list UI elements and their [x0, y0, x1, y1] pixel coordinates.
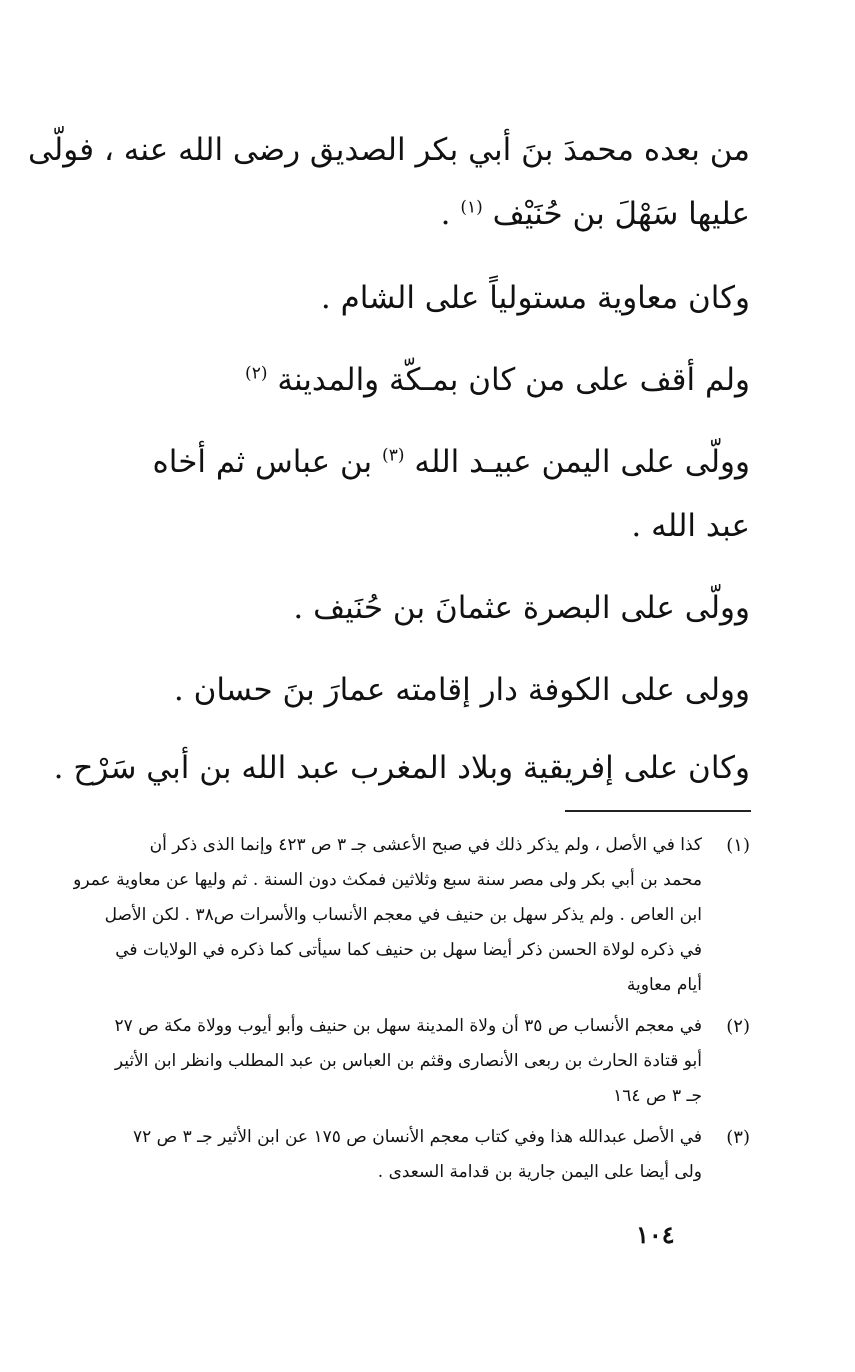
footnote-line: في ذكره لولاة الحسن ذكر أيضا سهل بن حنيف كما سيأتى كما ذكره في الولايات في [115, 940, 702, 960]
paragraph-2 [85, 266, 750, 330]
paragraph-5-line: وولّى على البصرة عثمانَ بن حُنَيف . [293, 590, 750, 626]
footnotes [73, 828, 750, 1196]
footnote-line: محمد بن أبي بكر ولى مصر سنة سبع وثلاثين فمكث دون السنة . ثم وليها عن معاوية عمرو [73, 870, 702, 890]
footnote-line: أيام معاوية [626, 975, 702, 995]
paragraph-6-line: وولى على الكوفة دار إقامته عمارَ بنَ حسان . [173, 672, 750, 708]
footnote-ref-2: (٢) [245, 363, 268, 384]
paragraph-1-line-2-text: عليها سَهْلَ بن حُنَيْف [492, 196, 750, 232]
paragraph-7-line: وكان على إفريقية وبلاد المغرب عبد الله بن أبي سَرْح . [53, 750, 750, 786]
footnote-ref-1: (١) [460, 197, 483, 218]
paragraph-4-text-b: بن عباس ثم أخاه [152, 444, 373, 480]
footnote-ref-3: (٣) [382, 445, 405, 466]
paragraph-4-text-a: وولّى على اليمن عبيـد الله [414, 444, 750, 480]
footnote-line: كذا في الأصل ، ولم يذكر ذلك في صبح الأعشى جـ ٣ ص ٤٢٣ وإنما الذى ذكر أن [149, 835, 702, 855]
footnote-line: في الأصل عبدالله هذا وفي كتاب معجم الأنسان ص ١٧٥ عن ابن الأثير جـ ٣ ص ٧٢ [133, 1127, 702, 1147]
paragraph-3-line [85, 348, 750, 412]
footnote-3 [85, 1120, 750, 1190]
paragraph-1 [27, 118, 750, 246]
paragraph-5 [85, 576, 750, 640]
footnote-body [85, 1120, 702, 1190]
paragraph-1-line-2-end: . [440, 196, 451, 232]
footnote-line: أبو قتادة الحارث بن ربعى الأنصارى وقثم بن العباس بن عبد المطلب وانظر ابن الأثير [114, 1051, 702, 1071]
footnote-line: ابن العاص . ولم يذكر سهل بن حنيف في معجم الأنساب والأسرات ص٣٨ . لكن الأصل [104, 905, 702, 925]
footnote-2 [85, 1009, 750, 1114]
paragraph-7 [53, 736, 750, 800]
paragraph-1-line-2 [85, 182, 750, 246]
footnote-line: في معجم الأنساب ص ٣٥ أن ولاة المدينة سهل بن حنيف وأبو أيوب وولاة مكة ص ٢٧ [114, 1016, 702, 1036]
paragraph-3 [85, 348, 750, 412]
footnote-separator [565, 810, 751, 812]
paragraph-6 [85, 658, 750, 722]
paragraph-4 [85, 430, 750, 558]
footnote-body [85, 1009, 702, 1114]
footnote-number: (١) [726, 835, 750, 856]
footnote-line: جـ ٣ ص ١٦٤ [613, 1086, 702, 1106]
footnote-number: (٣) [726, 1127, 750, 1148]
footnote-1 [73, 828, 750, 1003]
paragraph-4-line-1 [85, 430, 750, 494]
footnote-number: (٢) [726, 1016, 750, 1037]
paragraph-3-text: ولم أقف على من كان بمـكّة والمدينة [277, 362, 750, 398]
footnote-body [73, 828, 702, 1003]
footnote-line: ولى أيضا على اليمن جارية بن قدامة السعدى . [377, 1162, 702, 1182]
paragraph-1-line-1: من بعده محمدَ بنَ أبي بكر الصديق رضى الله عنه ، فولّى [27, 132, 750, 168]
paragraph-2-line: وكان معاوية مستولياً على الشام . [320, 280, 750, 316]
paragraph-4-line-2: عبد الله . [631, 508, 750, 544]
page-number: ١٠٤ [636, 1220, 675, 1249]
